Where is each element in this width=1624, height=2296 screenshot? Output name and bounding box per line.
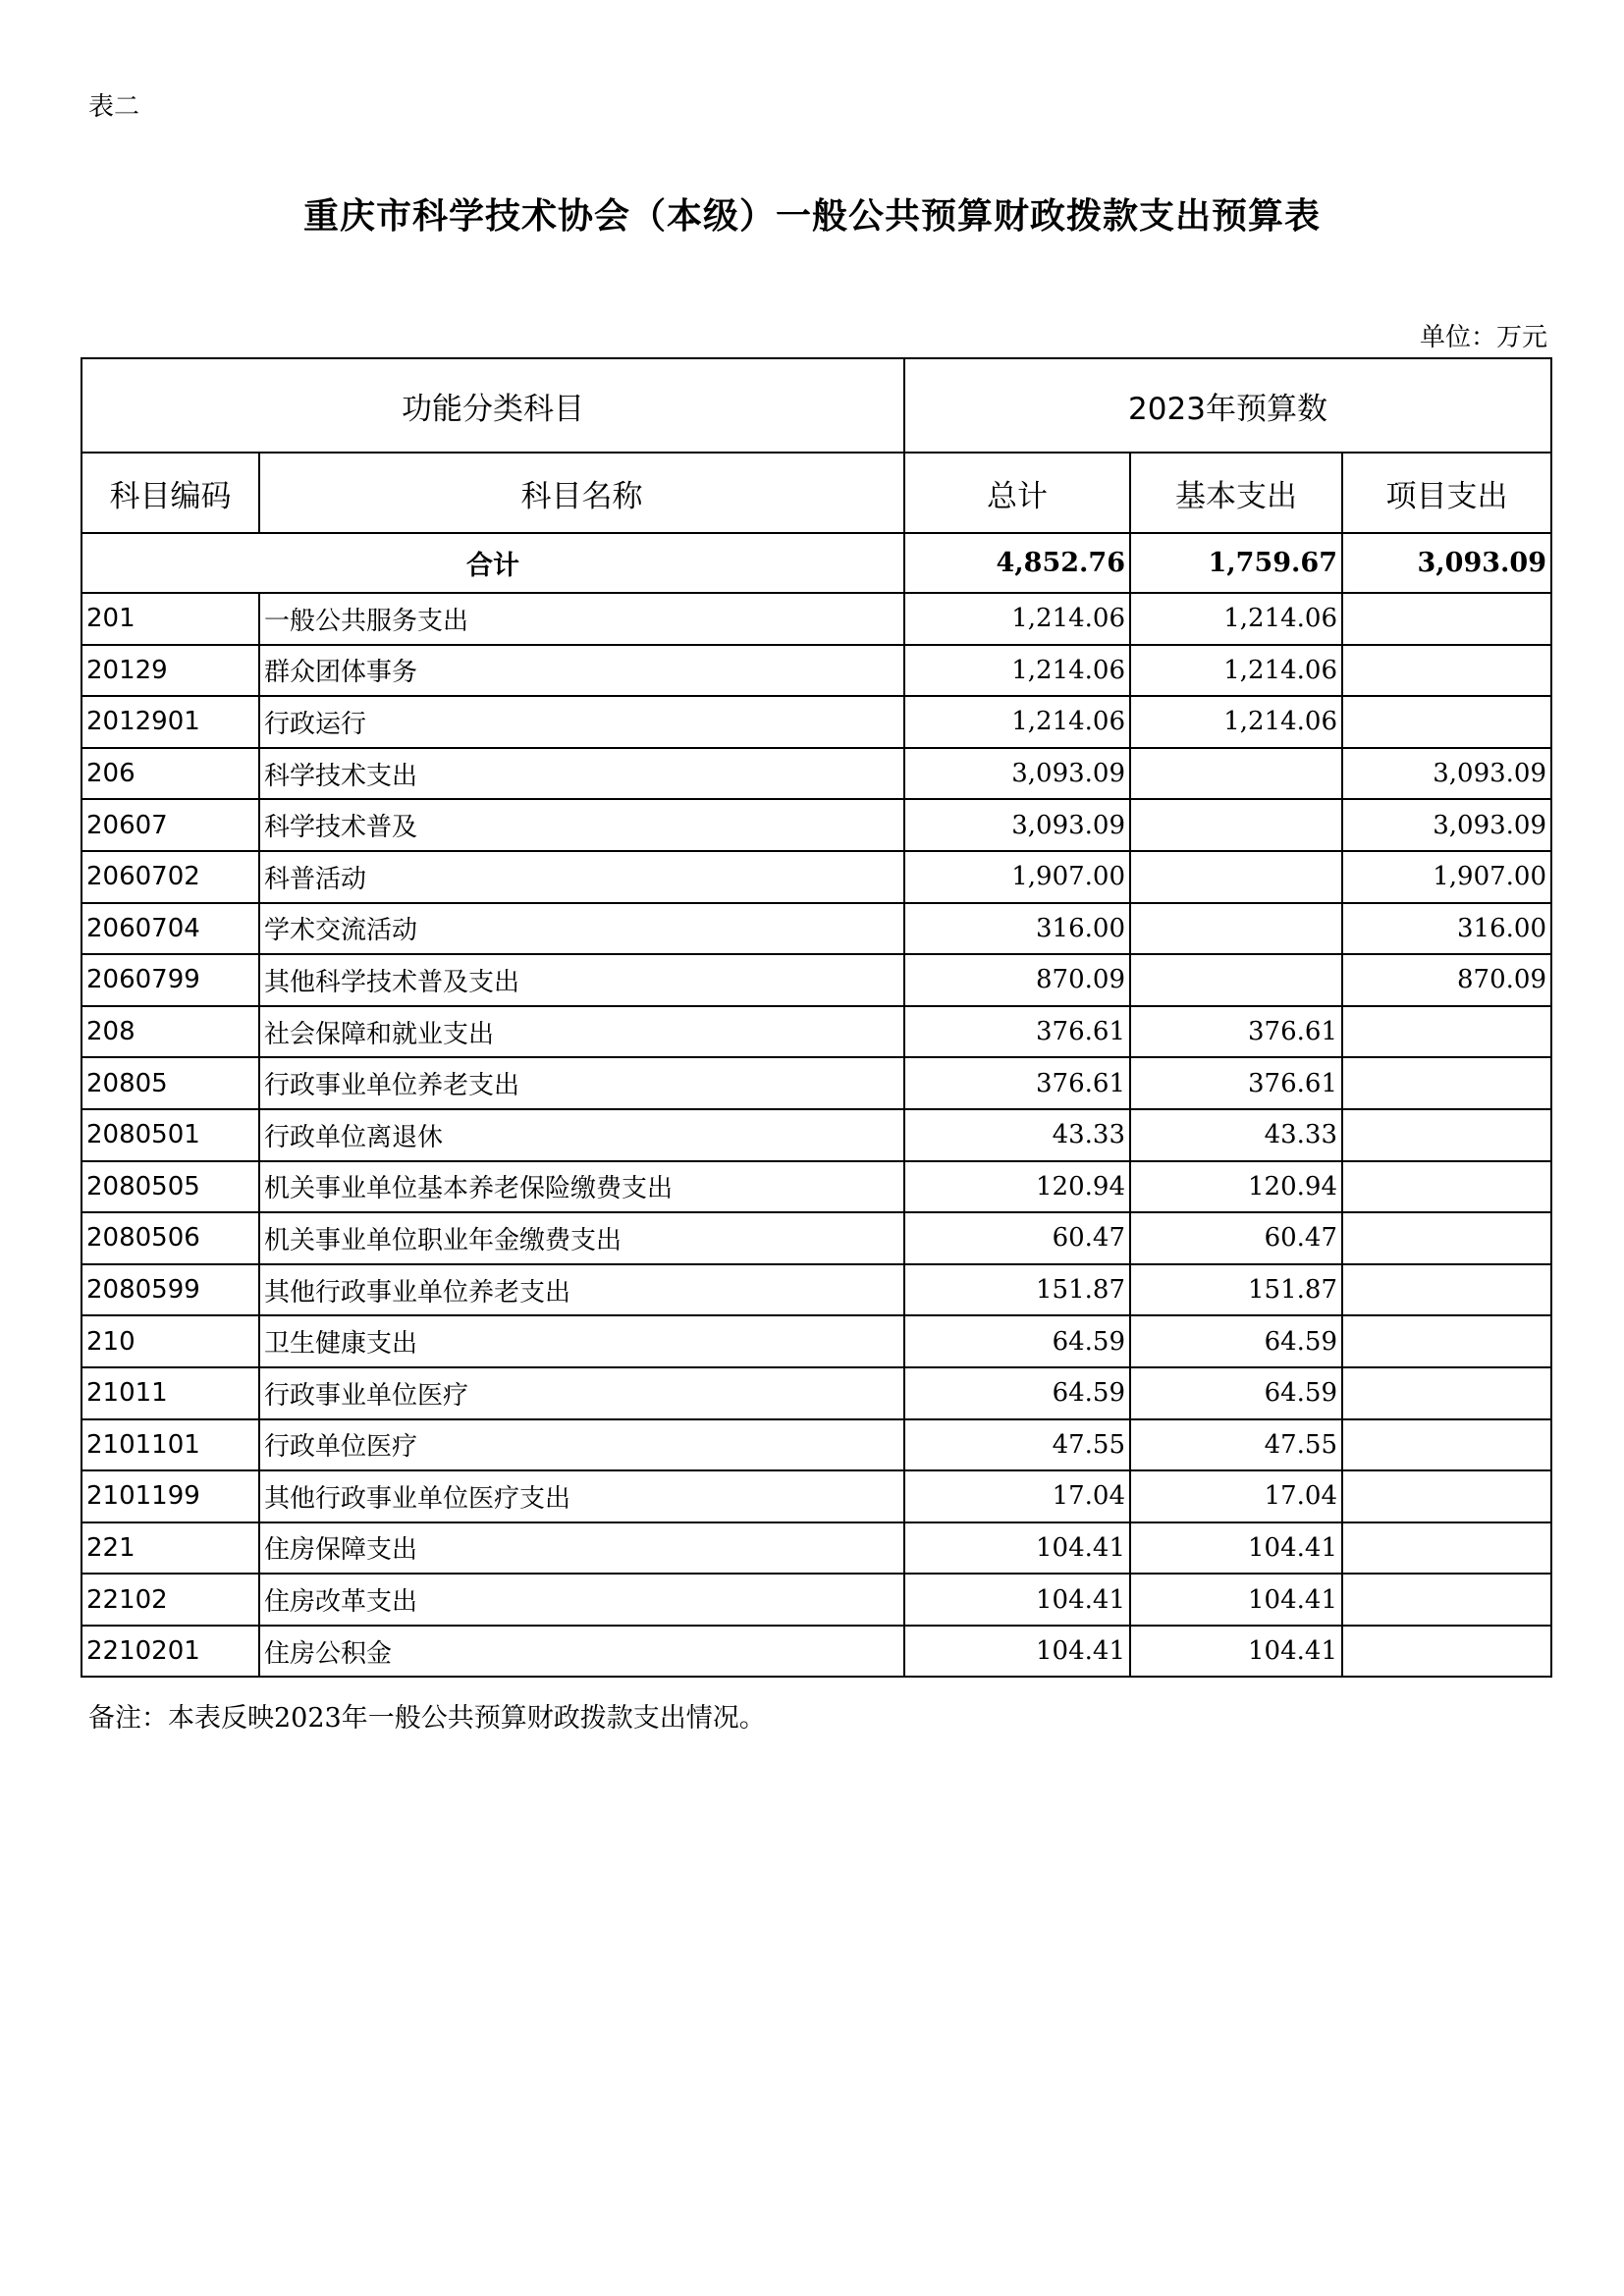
row-code-cell: 2080506 <box>81 1212 259 1264</box>
header-budget-year: 2023年预算数 <box>904 358 1551 453</box>
row-basic-cell: 1,214.06 <box>1130 593 1342 645</box>
table-row <box>81 1161 1551 1213</box>
footnote: 备注：本表反映2023年一般公共预算财政拨款支出情况。 <box>88 1703 766 1734</box>
row-basic-cell: 151.87 <box>1130 1264 1342 1316</box>
header-basic: 基本支出 <box>1130 453 1342 533</box>
row-total-cell: 3,093.09 <box>904 748 1130 800</box>
row-total-cell: 1,214.06 <box>904 645 1130 697</box>
row-name-cell: 科学技术支出 <box>259 748 904 800</box>
row-name-cell: 社会保障和就业支出 <box>259 1006 904 1058</box>
row-basic-cell: 60.47 <box>1130 1212 1342 1264</box>
table-row <box>81 903 1551 955</box>
row-name-cell: 群众团体事务 <box>259 645 904 697</box>
row-total-cell: 60.47 <box>904 1212 1130 1264</box>
row-name-cell: 行政单位离退休 <box>259 1109 904 1161</box>
row-total-cell: 376.61 <box>904 1057 1130 1109</box>
row-code-cell: 20805 <box>81 1057 259 1109</box>
table-row <box>81 645 1551 697</box>
row-basic-cell <box>1130 799 1342 851</box>
table-row <box>81 1470 1551 1522</box>
row-code-cell: 221 <box>81 1522 259 1575</box>
table-row <box>81 593 1551 645</box>
row-basic-cell <box>1130 748 1342 800</box>
row-basic-cell: 104.41 <box>1130 1626 1342 1678</box>
row-project-cell <box>1342 1161 1551 1213</box>
row-project-cell <box>1342 1626 1551 1678</box>
budget-table <box>81 357 1552 1678</box>
row-total-cell: 1,907.00 <box>904 851 1130 903</box>
row-code-cell: 2060799 <box>81 954 259 1006</box>
row-total-cell: 104.41 <box>904 1626 1130 1678</box>
total-label: 合计 <box>81 533 904 593</box>
table-row <box>81 1109 1551 1161</box>
row-code-cell: 20607 <box>81 799 259 851</box>
row-total-cell: 43.33 <box>904 1109 1130 1161</box>
row-code-cell: 206 <box>81 748 259 800</box>
table-row <box>81 1367 1551 1419</box>
row-project-cell <box>1342 593 1551 645</box>
row-project-cell: 3,093.09 <box>1342 799 1551 851</box>
page-title: 重庆市科学技术协会（本级）一般公共预算财政拨款支出预算表 <box>302 195 1321 237</box>
table-row <box>81 1574 1551 1626</box>
row-basic-cell: 1,214.06 <box>1130 696 1342 748</box>
row-total-cell: 120.94 <box>904 1161 1130 1213</box>
header-total: 总计 <box>904 453 1130 533</box>
row-total-cell: 376.61 <box>904 1006 1130 1058</box>
row-total-cell: 104.41 <box>904 1522 1130 1575</box>
row-total-cell: 64.59 <box>904 1315 1130 1367</box>
row-name-cell: 行政事业单位医疗 <box>259 1367 904 1419</box>
row-code-cell: 2080501 <box>81 1109 259 1161</box>
table-row <box>81 1419 1551 1471</box>
row-project-cell <box>1342 696 1551 748</box>
row-basic-cell <box>1130 851 1342 903</box>
row-code-cell: 208 <box>81 1006 259 1058</box>
row-project-cell <box>1342 1006 1551 1058</box>
row-name-cell: 住房保障支出 <box>259 1522 904 1575</box>
row-project-cell: 1,907.00 <box>1342 851 1551 903</box>
row-code-cell: 2080505 <box>81 1161 259 1213</box>
unit-label: 单位：万元 <box>1419 323 1547 352</box>
row-code-cell: 2210201 <box>81 1626 259 1678</box>
row-code-cell: 210 <box>81 1315 259 1367</box>
table-row <box>81 954 1551 1006</box>
row-code-cell: 2060702 <box>81 851 259 903</box>
row-project-cell <box>1342 1057 1551 1109</box>
row-total-cell: 17.04 <box>904 1470 1130 1522</box>
row-name-cell: 机关事业单位基本养老保险缴费支出 <box>259 1161 904 1213</box>
row-total-cell: 104.41 <box>904 1574 1130 1626</box>
header-project: 项目支出 <box>1342 453 1551 533</box>
header-code: 科目编码 <box>81 453 259 533</box>
row-name-cell: 行政事业单位养老支出 <box>259 1057 904 1109</box>
row-code-cell: 2080599 <box>81 1264 259 1316</box>
row-code-cell: 2060704 <box>81 903 259 955</box>
total-project: 3,093.09 <box>1342 533 1551 593</box>
header-row-group <box>81 358 1551 453</box>
row-name-cell: 其他行政事业单位医疗支出 <box>259 1470 904 1522</box>
row-name-cell: 一般公共服务支出 <box>259 593 904 645</box>
row-total-cell: 3,093.09 <box>904 799 1130 851</box>
row-project-cell <box>1342 1522 1551 1575</box>
row-basic-cell: 1,214.06 <box>1130 645 1342 697</box>
row-basic-cell <box>1130 954 1342 1006</box>
row-basic-cell <box>1130 903 1342 955</box>
row-project-cell <box>1342 1315 1551 1367</box>
row-name-cell: 学术交流活动 <box>259 903 904 955</box>
table-row <box>81 1626 1551 1678</box>
header-functional-classification: 功能分类科目 <box>81 358 904 453</box>
row-project-cell: 3,093.09 <box>1342 748 1551 800</box>
row-name-cell: 科普活动 <box>259 851 904 903</box>
row-code-cell: 201 <box>81 593 259 645</box>
table-row <box>81 696 1551 748</box>
row-total-cell: 1,214.06 <box>904 593 1130 645</box>
row-name-cell: 其他行政事业单位养老支出 <box>259 1264 904 1316</box>
row-project-cell <box>1342 1470 1551 1522</box>
row-code-cell: 2101101 <box>81 1419 259 1471</box>
document-label: 表二 <box>88 92 140 122</box>
row-basic-cell: 120.94 <box>1130 1161 1342 1213</box>
row-project-cell: 316.00 <box>1342 903 1551 955</box>
row-basic-cell: 64.59 <box>1130 1315 1342 1367</box>
row-basic-cell: 17.04 <box>1130 1470 1342 1522</box>
row-total-cell: 870.09 <box>904 954 1130 1006</box>
row-code-cell: 2012901 <box>81 696 259 748</box>
row-project-cell <box>1342 1264 1551 1316</box>
table-row <box>81 851 1551 903</box>
row-name-cell: 其他科学技术普及支出 <box>259 954 904 1006</box>
row-project-cell <box>1342 1574 1551 1626</box>
row-name-cell: 住房公积金 <box>259 1626 904 1678</box>
table-row <box>81 1315 1551 1367</box>
row-project-cell <box>1342 1212 1551 1264</box>
row-name-cell: 卫生健康支出 <box>259 1315 904 1367</box>
row-code-cell: 2101199 <box>81 1470 259 1522</box>
row-basic-cell: 47.55 <box>1130 1419 1342 1471</box>
row-basic-cell: 43.33 <box>1130 1109 1342 1161</box>
row-total-cell: 151.87 <box>904 1264 1130 1316</box>
total-row <box>81 533 1551 593</box>
row-name-cell: 科学技术普及 <box>259 799 904 851</box>
table-row <box>81 1264 1551 1316</box>
total-basic: 1,759.67 <box>1130 533 1342 593</box>
row-project-cell <box>1342 1419 1551 1471</box>
table-row <box>81 748 1551 800</box>
table-row <box>81 1057 1551 1109</box>
row-name-cell: 行政运行 <box>259 696 904 748</box>
row-basic-cell: 376.61 <box>1130 1057 1342 1109</box>
row-project-cell: 870.09 <box>1342 954 1551 1006</box>
header-row-columns <box>81 453 1551 533</box>
row-name-cell: 住房改革支出 <box>259 1574 904 1626</box>
row-project-cell <box>1342 645 1551 697</box>
row-total-cell: 316.00 <box>904 903 1130 955</box>
table-row <box>81 1212 1551 1264</box>
table-row <box>81 1006 1551 1058</box>
row-basic-cell: 376.61 <box>1130 1006 1342 1058</box>
row-name-cell: 行政单位医疗 <box>259 1419 904 1471</box>
row-code-cell: 22102 <box>81 1574 259 1626</box>
row-basic-cell: 104.41 <box>1130 1522 1342 1575</box>
row-name-cell: 机关事业单位职业年金缴费支出 <box>259 1212 904 1264</box>
total-total: 4,852.76 <box>904 533 1130 593</box>
row-project-cell <box>1342 1367 1551 1419</box>
row-code-cell: 20129 <box>81 645 259 697</box>
header-name: 科目名称 <box>259 453 904 533</box>
row-basic-cell: 104.41 <box>1130 1574 1342 1626</box>
row-project-cell <box>1342 1109 1551 1161</box>
table-row <box>81 1522 1551 1575</box>
row-total-cell: 64.59 <box>904 1367 1130 1419</box>
row-total-cell: 1,214.06 <box>904 696 1130 748</box>
row-code-cell: 21011 <box>81 1367 259 1419</box>
row-total-cell: 47.55 <box>904 1419 1130 1471</box>
table-row <box>81 799 1551 851</box>
row-basic-cell: 64.59 <box>1130 1367 1342 1419</box>
